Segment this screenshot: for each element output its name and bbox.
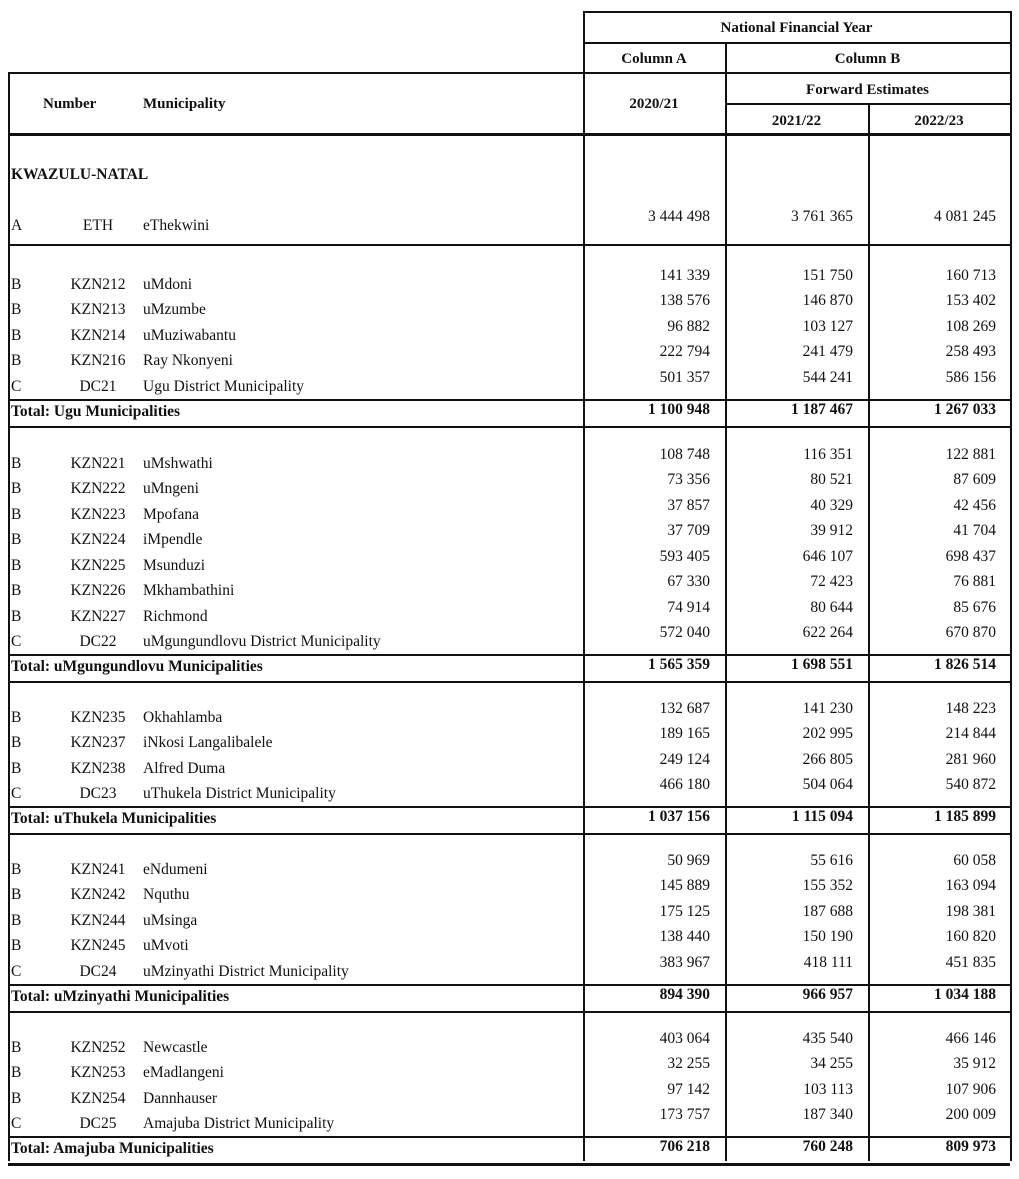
row-municipality: uMzumbe xyxy=(143,301,206,318)
column-divider xyxy=(583,72,585,1161)
rule-line xyxy=(8,1136,1010,1138)
row-value-2022-23: 148 223 xyxy=(945,700,996,717)
row-category: B xyxy=(11,937,22,954)
total-value-2022-23: 1 826 514 xyxy=(934,656,996,673)
row-municipality: uMdoni xyxy=(143,276,193,293)
column-divider xyxy=(8,72,10,1161)
row-value-2021-22: 646 107 xyxy=(802,548,853,565)
row-code: KZN214 xyxy=(70,327,126,344)
rule-line xyxy=(583,11,1010,13)
row-value-2021-22: 39 912 xyxy=(810,522,853,539)
row-code: KZN253 xyxy=(70,1064,126,1081)
row-value-2022-23: 258 493 xyxy=(945,343,996,360)
header-column-b: Column B xyxy=(834,51,901,67)
row-value-2022-23: 76 881 xyxy=(953,573,996,590)
row-value-2022-23: 466 146 xyxy=(945,1030,996,1047)
row-value-2020-21: 383 967 xyxy=(659,954,710,971)
total-value-2021-22: 966 957 xyxy=(802,986,853,1003)
row-code: ETH xyxy=(82,217,114,234)
row-municipality: Newcastle xyxy=(143,1039,208,1056)
row-value-2022-23: 214 844 xyxy=(945,725,996,742)
row-municipality: Amajuba District Municipality xyxy=(143,1115,335,1132)
row-value-2021-22: 150 190 xyxy=(802,928,853,945)
column-divider xyxy=(1010,11,1012,1161)
total-value-2020-21: 894 390 xyxy=(659,986,710,1003)
row-value-2021-22: 103 113 xyxy=(803,1081,853,1098)
row-value-2021-22: 34 255 xyxy=(810,1055,853,1072)
row-value-2021-22: 55 616 xyxy=(810,852,853,869)
total-value-2022-23: 1 185 899 xyxy=(934,808,996,825)
row-category: B xyxy=(11,709,22,726)
row-code: DC23 xyxy=(79,785,117,802)
rule-line xyxy=(8,654,1010,656)
row-municipality: eMadlangeni xyxy=(143,1064,224,1081)
row-municipality: Okhahlamba xyxy=(143,709,223,726)
row-value-2020-21: 73 356 xyxy=(667,471,710,488)
row-municipality: iNkosi Langalibalele xyxy=(143,734,273,751)
header-year-2020-21: 2020/21 xyxy=(629,96,679,112)
row-municipality: uMshwathi xyxy=(143,455,213,472)
row-value-2022-23: 160 713 xyxy=(945,267,996,284)
row-category: C xyxy=(11,963,22,980)
row-value-2020-21: 138 440 xyxy=(659,928,710,945)
row-municipality: eThekwini xyxy=(143,217,210,234)
total-label: Total: Amajuba Municipalities xyxy=(11,1140,214,1157)
row-value-2020-21: 249 124 xyxy=(659,751,710,768)
row-code: KZN242 xyxy=(70,886,126,903)
rule-line xyxy=(8,133,1010,136)
rule-line xyxy=(8,426,1010,428)
row-code: KZN216 xyxy=(70,352,126,369)
row-category: B xyxy=(11,1039,22,1056)
row-code: KZN254 xyxy=(70,1090,126,1107)
row-value-2022-23: 153 402 xyxy=(945,292,996,309)
row-municipality: uMgungundlovu District Municipality xyxy=(143,633,381,650)
rule-line xyxy=(8,244,1010,246)
row-value-2020-21: 32 255 xyxy=(667,1055,710,1072)
row-municipality: uMzinyathi District Municipality xyxy=(143,963,349,980)
row-value-2021-22: 266 805 xyxy=(802,751,853,768)
row-value-2021-22: 80 521 xyxy=(810,471,853,488)
column-divider xyxy=(868,103,870,1161)
row-value-2021-22: 72 423 xyxy=(810,573,853,590)
row-value-2022-23: 107 906 xyxy=(945,1081,996,1098)
row-code: DC22 xyxy=(79,633,117,650)
header-year-2021-22: 2021/22 xyxy=(771,113,822,129)
row-value-2022-23: 200 009 xyxy=(945,1106,996,1123)
row-category: B xyxy=(11,327,22,344)
row-category: C xyxy=(11,785,22,802)
row-category: B xyxy=(11,1090,22,1107)
row-category: B xyxy=(11,480,22,497)
column-divider xyxy=(725,42,727,1161)
header-forward-estimates: Forward Estimates xyxy=(806,82,929,98)
row-value-2021-22: 151 750 xyxy=(802,267,853,284)
row-code: KZN222 xyxy=(70,480,126,497)
row-code: KZN241 xyxy=(70,861,126,878)
row-value-2022-23: 281 960 xyxy=(945,751,996,768)
row-code: KZN221 xyxy=(70,455,126,472)
row-code: KZN244 xyxy=(70,912,126,929)
total-value-2021-22: 1 115 094 xyxy=(791,808,853,825)
row-value-2020-21: 175 125 xyxy=(659,903,710,920)
total-value-2021-22: 760 248 xyxy=(802,1138,853,1155)
row-value-2022-23: 60 058 xyxy=(953,852,996,869)
row-code: KZN227 xyxy=(70,608,126,625)
row-value-2021-22: 504 064 xyxy=(802,776,853,793)
row-category: C xyxy=(11,378,22,395)
row-value-2022-23: 670 870 xyxy=(945,624,996,641)
total-value-2021-22: 1 187 467 xyxy=(791,401,853,418)
row-category: B xyxy=(11,886,22,903)
row-category: B xyxy=(11,455,22,472)
row-municipality: Mkhambathini xyxy=(143,582,235,599)
rule-line xyxy=(8,399,1010,401)
row-category: B xyxy=(11,506,22,523)
row-value-2020-21: 222 794 xyxy=(659,343,710,360)
row-value-2021-22: 80 644 xyxy=(810,599,853,616)
row-municipality: iMpendle xyxy=(143,531,203,548)
row-value-2021-22: 544 241 xyxy=(802,369,853,386)
row-value-2020-21: 572 040 xyxy=(659,624,710,641)
total-value-2020-21: 1 037 156 xyxy=(648,808,710,825)
rule-line xyxy=(8,1011,1010,1013)
row-value-2020-21: 37 857 xyxy=(667,497,710,514)
row-value-2020-21: 97 142 xyxy=(667,1081,710,1098)
row-municipality: Alfred Duma xyxy=(143,760,226,777)
total-value-2020-21: 1 565 359 xyxy=(648,656,710,673)
row-category: B xyxy=(11,608,22,625)
total-label: Total: Ugu Municipalities xyxy=(11,403,181,420)
row-value-2020-21: 173 757 xyxy=(659,1106,710,1123)
row-value-2021-22: 202 995 xyxy=(802,725,853,742)
header-number: Number xyxy=(43,96,97,112)
row-municipality: uThukela District Municipality xyxy=(143,785,336,802)
row-value-2022-23: 122 881 xyxy=(945,446,996,463)
total-value-2020-21: 1 100 948 xyxy=(648,401,710,418)
row-municipality: eNdumeni xyxy=(143,861,208,878)
total-value-2020-21: 706 218 xyxy=(659,1138,710,1155)
row-category: A xyxy=(11,217,23,234)
row-value-2022-23: 4 081 245 xyxy=(934,208,996,225)
row-category: B xyxy=(11,734,22,751)
total-value-2022-23: 809 973 xyxy=(945,1138,996,1155)
column-divider xyxy=(583,11,585,72)
row-value-2022-23: 698 437 xyxy=(945,548,996,565)
row-municipality: uMuziwabantu xyxy=(143,327,236,344)
row-value-2020-21: 189 165 xyxy=(659,725,710,742)
row-value-2022-23: 87 609 xyxy=(953,471,996,488)
row-category: B xyxy=(11,912,22,929)
total-value-2022-23: 1 034 188 xyxy=(934,986,996,1003)
row-code: KZN237 xyxy=(70,734,126,751)
row-code: KZN224 xyxy=(70,531,126,548)
row-municipality: Mpofana xyxy=(143,506,199,523)
row-category: B xyxy=(11,557,22,574)
row-municipality: Nquthu xyxy=(143,886,190,903)
row-code: DC21 xyxy=(79,378,117,395)
row-value-2022-23: 586 156 xyxy=(945,369,996,386)
rule-line xyxy=(8,1163,1010,1166)
row-value-2022-23: 198 381 xyxy=(945,903,996,920)
row-value-2020-21: 74 914 xyxy=(667,599,710,616)
row-municipality: uMsinga xyxy=(143,912,198,929)
row-code: KZN213 xyxy=(70,301,126,318)
total-value-2022-23: 1 267 033 xyxy=(934,401,996,418)
row-value-2020-21: 145 889 xyxy=(659,877,710,894)
row-municipality: Ray Nkonyeni xyxy=(143,352,233,369)
total-label: Total: uMgungundlovu Municipalities xyxy=(11,658,263,675)
row-value-2020-21: 96 882 xyxy=(667,318,710,335)
row-value-2021-22: 3 761 365 xyxy=(791,208,853,225)
row-value-2021-22: 40 329 xyxy=(810,497,853,514)
row-municipality: Richmond xyxy=(143,608,208,625)
row-municipality: uMngeni xyxy=(143,480,199,497)
row-value-2020-21: 37 709 xyxy=(667,522,710,539)
row-value-2020-21: 466 180 xyxy=(659,776,710,793)
header-year-2022-23: 2022/23 xyxy=(914,113,964,129)
row-value-2022-23: 160 820 xyxy=(945,928,996,945)
row-value-2021-22: 141 230 xyxy=(802,700,853,717)
header-national-financial-year: National Financial Year xyxy=(720,20,873,36)
row-municipality: uMvoti xyxy=(143,937,189,954)
row-value-2021-22: 241 479 xyxy=(802,343,853,360)
row-category: B xyxy=(11,531,22,548)
row-category: C xyxy=(11,633,22,650)
row-value-2022-23: 35 912 xyxy=(953,1055,996,1072)
total-value-2021-22: 1 698 551 xyxy=(791,656,853,673)
row-code: KZN245 xyxy=(70,937,126,954)
total-label: Total: uThukela Municipalities xyxy=(11,810,217,827)
row-category: B xyxy=(11,582,22,599)
row-value-2022-23: 85 676 xyxy=(953,599,996,616)
row-municipality: Dannhauser xyxy=(143,1090,218,1107)
row-value-2020-21: 50 969 xyxy=(667,852,710,869)
row-category: B xyxy=(11,861,22,878)
row-municipality: Ugu District Municipality xyxy=(143,378,305,395)
row-value-2020-21: 132 687 xyxy=(659,700,710,717)
row-value-2022-23: 540 872 xyxy=(945,776,996,793)
row-code: KZN225 xyxy=(70,557,126,574)
row-value-2021-22: 116 351 xyxy=(803,446,853,463)
rule-line xyxy=(583,42,1010,44)
row-value-2020-21: 108 748 xyxy=(659,446,710,463)
row-code: KZN238 xyxy=(70,760,126,777)
row-value-2020-21: 593 405 xyxy=(659,548,710,565)
row-value-2020-21: 403 064 xyxy=(659,1030,710,1047)
row-category: C xyxy=(11,1115,22,1132)
row-category: B xyxy=(11,352,22,369)
header-municipality: Municipality xyxy=(143,96,226,112)
row-value-2022-23: 108 269 xyxy=(945,318,996,335)
row-code: KZN235 xyxy=(70,709,126,726)
row-category: B xyxy=(11,276,22,293)
row-code: KZN226 xyxy=(70,582,126,599)
row-value-2022-23: 42 456 xyxy=(953,497,996,514)
row-code: KZN252 xyxy=(70,1039,126,1056)
total-label: Total: uMzinyathi Municipalities xyxy=(11,988,230,1005)
row-category: B xyxy=(11,301,22,318)
row-value-2020-21: 138 576 xyxy=(659,292,710,309)
rule-line xyxy=(8,984,1010,986)
row-value-2020-21: 67 330 xyxy=(667,573,710,590)
rule-line xyxy=(8,72,1010,74)
row-category: B xyxy=(11,760,22,777)
row-municipality: Msunduzi xyxy=(143,557,205,574)
province-heading: KWAZULU-NATAL xyxy=(11,166,149,183)
rule-line xyxy=(8,806,1010,808)
row-code: KZN212 xyxy=(70,276,126,293)
row-value-2021-22: 103 127 xyxy=(802,318,853,335)
row-value-2021-22: 187 340 xyxy=(802,1106,853,1123)
row-code: DC25 xyxy=(79,1115,117,1132)
header-column-a: Column A xyxy=(621,51,687,67)
row-code: DC24 xyxy=(79,963,117,980)
row-value-2021-22: 622 264 xyxy=(802,624,853,641)
row-value-2021-22: 155 352 xyxy=(802,877,853,894)
row-value-2022-23: 163 094 xyxy=(945,877,996,894)
rule-line xyxy=(8,833,1010,835)
row-value-2021-22: 418 111 xyxy=(803,954,853,971)
row-value-2020-21: 3 444 498 xyxy=(648,208,710,225)
row-code: KZN223 xyxy=(70,506,126,523)
row-value-2021-22: 146 870 xyxy=(802,292,853,309)
row-value-2021-22: 187 688 xyxy=(802,903,853,920)
row-value-2020-21: 501 357 xyxy=(659,369,710,386)
row-value-2022-23: 451 835 xyxy=(945,954,996,971)
row-category: B xyxy=(11,1064,22,1081)
row-value-2022-23: 41 704 xyxy=(953,522,996,539)
row-value-2020-21: 141 339 xyxy=(659,267,710,284)
row-value-2021-22: 435 540 xyxy=(802,1030,853,1047)
rule-line xyxy=(8,681,1010,683)
